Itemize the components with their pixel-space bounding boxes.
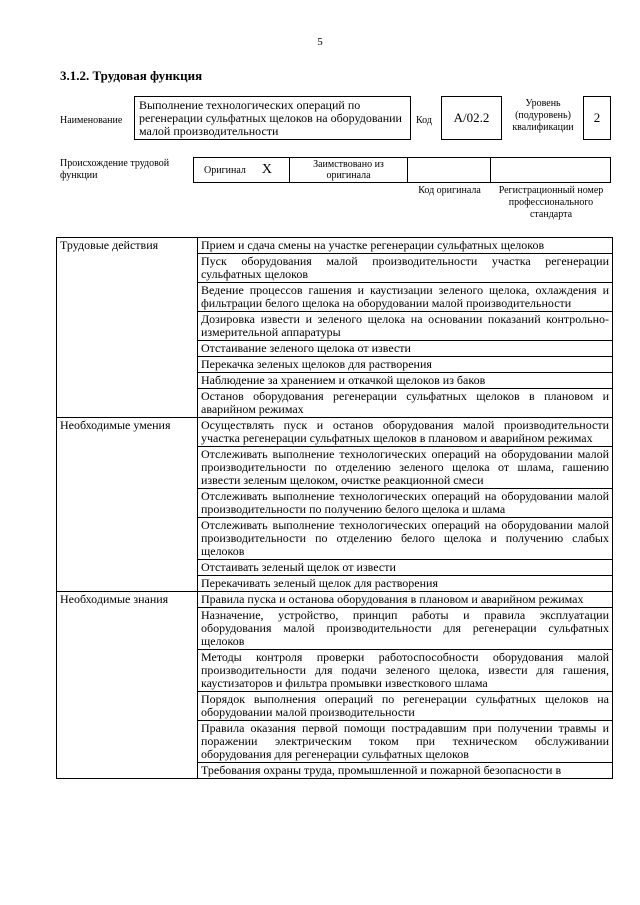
function-code-box: А/02.2	[441, 96, 502, 140]
table-row	[57, 238, 613, 254]
section-title-cell: Необходимые умения	[57, 418, 198, 592]
name-label: Наименование	[60, 115, 123, 126]
borrowed-label: Заимствовано из оригинала	[290, 158, 408, 182]
section-item-cell: Дозировка извести и зеленого щелока на основании показаний контрольно-измерительной аппаратуры	[198, 312, 613, 341]
reg-number-label: Регистрационный номер профессионального стандарта	[498, 185, 604, 220]
section-title-cell: Необходимые знания	[57, 592, 198, 779]
page-number: 5	[317, 36, 323, 48]
section-item-cell: Перекачивать зеленый щелок для растворения	[198, 576, 613, 592]
function-name-box: Выполнение технологических операций по регенерации сульфатных щелоков на оборудовании малой производительности	[134, 96, 411, 140]
qualification-level-box: 2	[583, 96, 611, 140]
section-item-cell: Перекачка зеленых щелоков для растворения	[198, 357, 613, 373]
code-original-cell	[408, 158, 491, 182]
origin-label: Происхождение трудовой функции	[60, 158, 170, 181]
origin-row	[193, 157, 611, 183]
section-title-cell: Трудовые действия	[57, 238, 198, 418]
section-item-cell: Отслеживать выполнение технологических операций на оборудовании малой производительности по получению белого щелока и шлама	[198, 489, 613, 518]
section-item-cell: Порядок выполнения операций по регенерации сульфатных щелоков на оборудовании малой производительности	[198, 692, 613, 721]
section-item-cell: Осуществлять пуск и останов оборудования малой производительности участка регенерации сульфатных щелоков в плановом и аварийном режимах	[198, 418, 613, 447]
section-item-cell: Назначение, устройство, принцип работы и правила эксплуатации оборудования малой производительности для регенерации сульфатных щелоков	[198, 608, 613, 650]
section-item-cell: Прием и сдача смены на участке регенерации сульфатных щелоков	[198, 238, 613, 254]
reg-number-cell	[491, 158, 610, 182]
section-item-cell: Отстаивание зеленого щелока от извести	[198, 341, 613, 357]
qualification-level-label: Уровень (подуровень) квалификации	[512, 98, 574, 133]
original-label: Оригинал	[204, 164, 246, 176]
section-item-cell: Ведение процессов гашения и каустизации зеленого щелока, охлаждения и фильтрации белого щелока на оборудовании малой производительности	[198, 283, 613, 312]
section-title: 3.1.2. Трудовая функция	[60, 68, 203, 83]
section-item-cell: Правила оказания первой помощи пострадавшим при получении травмы и поражении электрическим током при техническом обслуживании оборудования для регенерации сульфатных щелоков	[198, 721, 613, 763]
labor-function-table	[56, 237, 613, 779]
section-item-cell: Отслеживать выполнение технологических операций на оборудовании малой производительности по отделению зеленого щелока от шлама, гашению извести зеленым щелоком, очистке реакционной смеси	[198, 447, 613, 489]
section-item-cell: Наблюдение за хранением и откачкой щелоков из баков	[198, 373, 613, 389]
section-item-cell: Правила пуска и останова оборудования в плановом и аварийном режимах	[198, 592, 613, 608]
origin-original-cell	[194, 158, 290, 182]
section-item-cell: Методы контроля проверки работоспособности оборудования малой производительности для подачи зеленого щелока, извести для гашения, каустизаторов и фильтра промывки известкового шлама	[198, 650, 613, 692]
section-item-cell: Требования охраны труда, промышленной и пожарной безопасности в	[198, 763, 613, 779]
table-row	[57, 418, 613, 447]
table-row	[57, 592, 613, 608]
section-item-cell: Отслеживать выполнение технологических операций на оборудовании малой производительности по отделению белого щелока и получению слабых щелоков	[198, 518, 613, 560]
section-item-cell: Останов оборудования регенерации сульфатных щелоков в плановом и аварийном режимах	[198, 389, 613, 418]
code-original-label: Код оригинала	[418, 185, 481, 196]
code-label: Код	[416, 115, 432, 126]
original-mark: X	[261, 162, 273, 177]
section-item-cell: Отстаивать зеленый щелок от извести	[198, 560, 613, 576]
section-item-cell: Пуск оборудования малой производительности участка регенерации сульфатных щелоков	[198, 254, 613, 283]
